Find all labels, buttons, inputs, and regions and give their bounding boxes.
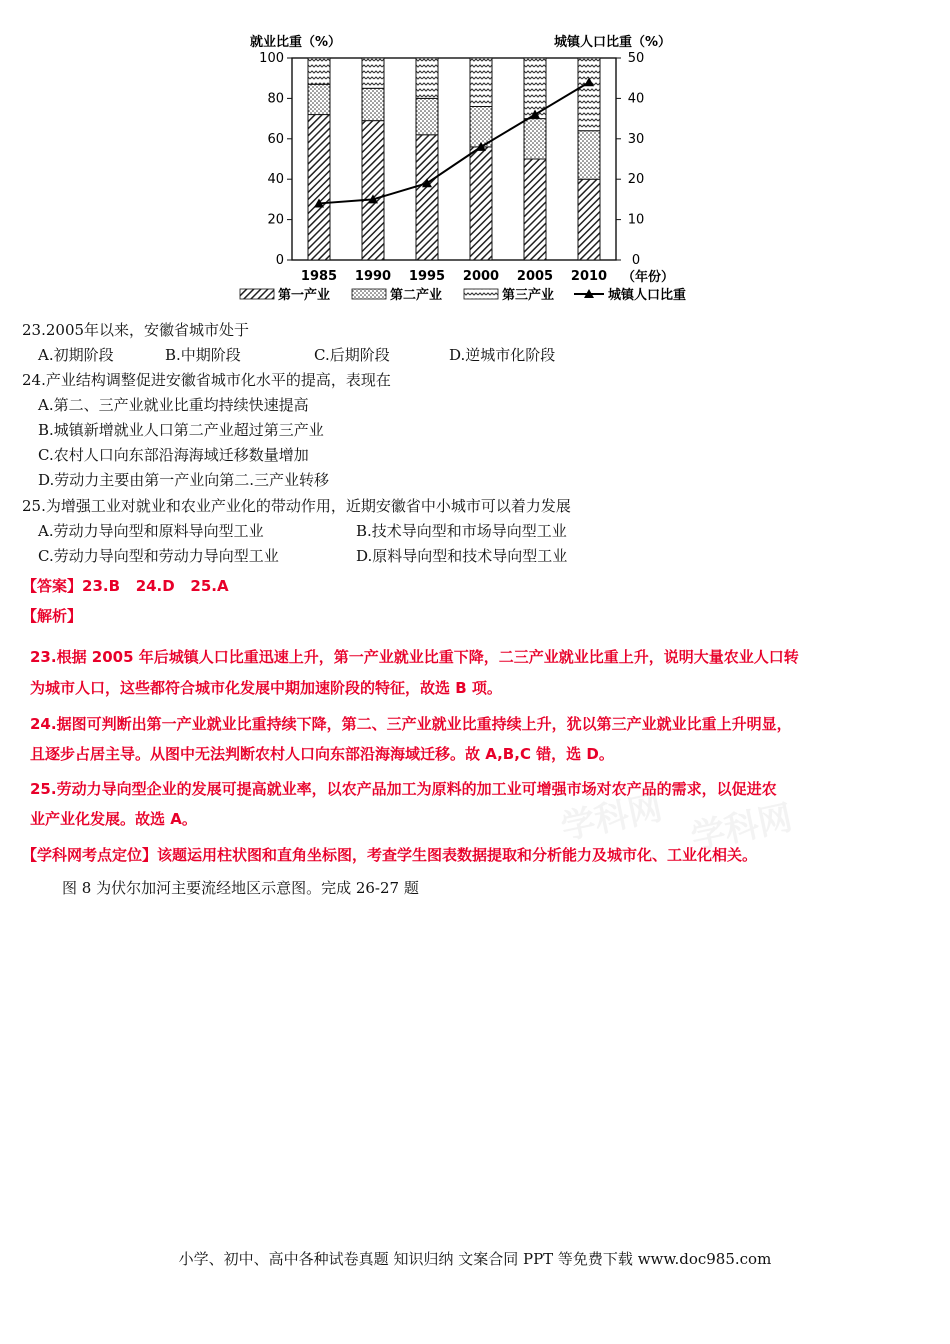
q24-stem: 24.产业结构调整促进安徽省城市化水平的提高，表现在 [22,371,391,389]
bar-primary [578,179,600,260]
y-left-tick-label: 0 [275,253,284,268]
x-tick-label: 1990 [354,269,392,284]
x-tick-label: 2005 [516,269,554,284]
y-right-tick-label: 30 [627,131,645,147]
x-axis-label: （年份） [622,270,675,285]
y-left-tick-label: 40 [267,172,284,188]
bar-primary [308,115,330,260]
answer-label: 【答案】 [22,577,83,595]
legend-label-3: 城镇人口比重 [608,288,687,303]
bar-secondary [524,119,546,159]
bar-secondary [308,84,330,114]
bar-tertiary [362,58,384,88]
q25-option-d: D.原料导向型和技术导向型工业 [356,547,568,565]
y-left-axis-label: 就业比重（%） [250,35,342,50]
bar-secondary [578,131,600,179]
bar-primary [416,135,438,260]
q25-option-c: C.劳动力导向型和劳动力导向型工业 [38,547,279,565]
page-footer: 小学、初中、高中各种试卷真题 知识归纳 文案合同 PPT 等免费下载 www.doc985.com [178,1250,772,1268]
analysis-line-7: 【学科网考点定位】该题运用柱状图和直角坐标图，考查学生图表数据提取和分析能力及城市化、工业化相关。 [22,846,758,864]
legend-label-0: 第一产业 [278,288,331,303]
bar-secondary [470,106,492,146]
q23-option-b: B.中期阶段 [165,346,241,364]
plot-area [259,51,644,284]
y-right-axis-label: 城镇人口比重（%） [554,35,672,50]
x-tick-label: 1985 [300,269,338,284]
analysis-line-4: 且逐步占居主导。从图中无法判断农村人口向东部沿海海域迁移。故 A,B,C 错，选 D。 [30,745,614,763]
x-tick-label: 2010 [570,269,608,284]
analysis-line-1: 23.根据 2005 年后城镇人口比重迅速上升，第一产业就业比重下降，二三产业就业比重上升，说明大量农业人口转 [30,648,799,666]
q24-option-d: D.劳动力主要由第一产业向第二.三产业转移 [38,471,330,489]
legend-swatch-1 [352,289,386,299]
answer-text: 23.B 24.D 25.A [82,577,229,595]
bar-primary [362,121,384,260]
plot-frame [292,58,616,260]
bar-tertiary [578,58,600,131]
y-right-tick-label: 40 [627,91,645,107]
q23-stem: 23.2005年以来，安徽省城市处于 [22,321,250,339]
y-left-tick-label: 60 [267,131,284,147]
q23-option-d: D.逆城市化阶段 [449,346,556,364]
bar-secondary [416,98,438,134]
legend-swatch-2 [464,289,498,299]
analysis-label: 【解析】 [22,607,83,625]
legend-label-2: 第三产业 [502,288,555,303]
y-right-tick-label: 10 [627,212,645,228]
y-right-tick-label: 50 [627,51,645,66]
q24-option-b: B.城镇新增就业人口第二产业超过第三产业 [38,421,324,439]
bar-secondary [362,88,384,120]
bar-tertiary [470,58,492,106]
x-tick-label: 2000 [462,269,500,284]
y-left-tick-label: 20 [267,212,284,228]
q23-option-a: A.初期阶段 [38,346,114,364]
analysis-line-3: 24.据图可判断出第一产业就业比重持续下降，第二、三产业就业比重持续上升，犹以第三产业就业比重上升明显， [30,715,792,733]
q23-option-c: C.后期阶段 [314,346,390,364]
q24-option-a: A.第二、三产业就业比重均持续快速提高 [38,396,309,414]
analysis-line-6: 业产业化发展。故选 A。 [30,810,197,828]
y-left-tick-label: 100 [259,51,284,66]
bar-primary [524,159,546,260]
bar-primary [470,147,492,260]
q24-option-c: C.农村人口向东部沿海海域迁移数量增加 [38,446,309,464]
answer-line [22,576,229,596]
chart-legend [240,287,686,303]
urbanization-line [319,82,589,203]
bar-tertiary [416,58,438,98]
q25-stem: 25.为增强工业对就业和农业产业化的带动作用，近期安徽省中小城市可以着力发展 [22,497,571,515]
employment-urbanization-chart [238,28,728,316]
q25-option-b: B.技术导向型和市场导向型工业 [356,522,567,540]
q25-option-a: A.劳动力导向型和原料导向型工业 [38,522,264,540]
x-tick-label: 1995 [408,269,446,284]
y-left-tick-label: 80 [267,91,284,107]
y-right-tick-label: 0 [631,253,641,268]
y-right-tick-label: 20 [627,172,645,188]
next-intro: 图 8 为伏尔加河主要流经地区示意图。完成 26-27 题 [62,879,419,897]
bar-tertiary [308,58,330,84]
analysis-line-5: 25.劳动力导向型企业的发展可提高就业率，以农产品加工为原料的加工业可增强市场对农产品的需求，以促进农 [30,780,777,798]
legend-swatch-0 [240,289,274,299]
analysis-line-2: 为城市人口，这些都符合城市化发展中期加速阶段的特征，故选 B 项。 [30,679,502,697]
legend-label-1: 第二产业 [390,288,443,303]
